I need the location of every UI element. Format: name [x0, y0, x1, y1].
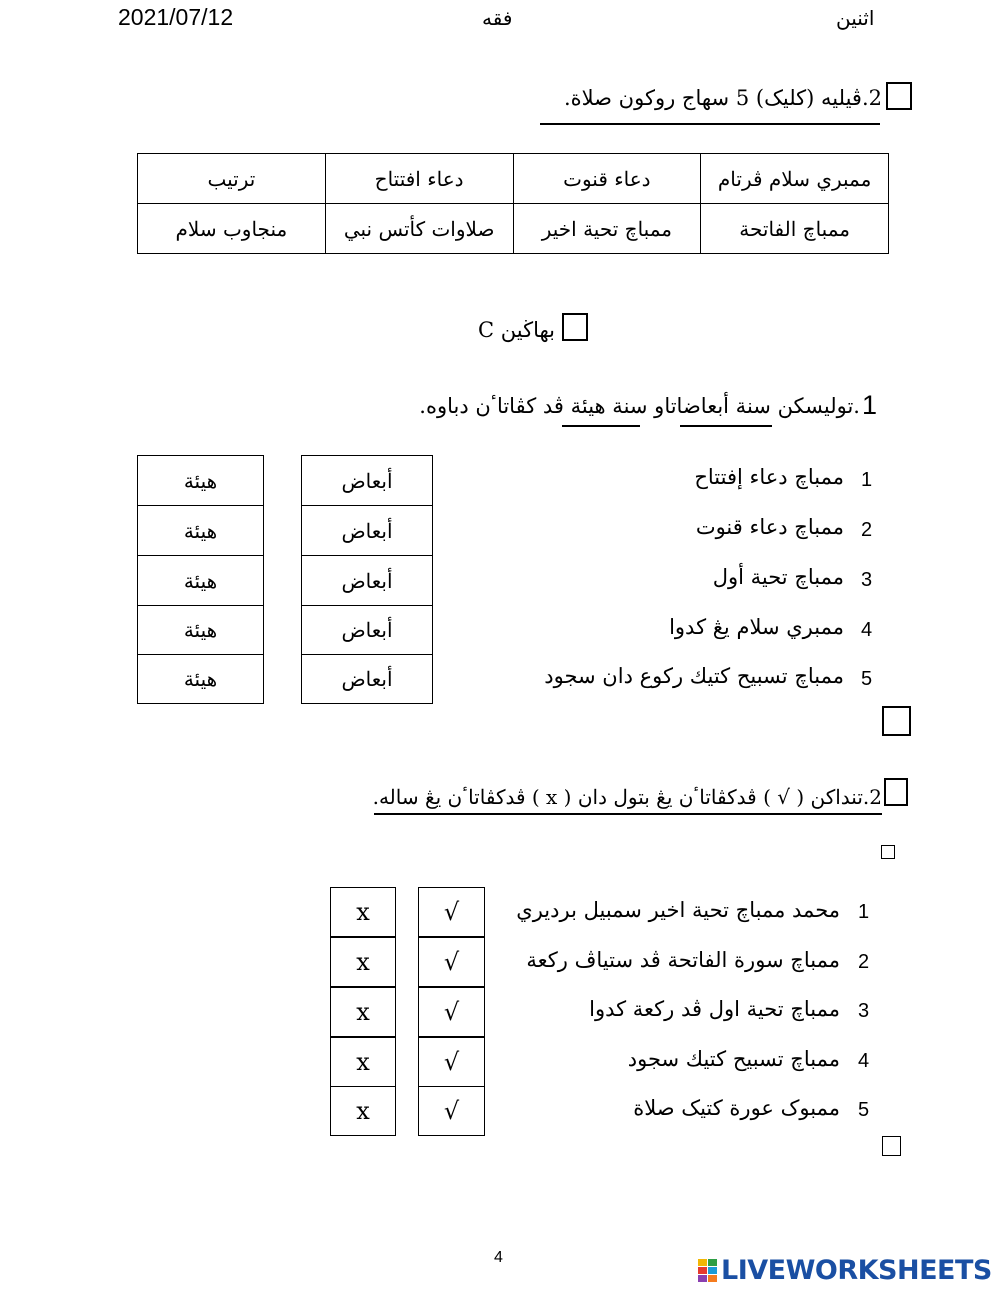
- word-bank-table: [137, 153, 889, 254]
- section-c-q1-title: [419, 394, 860, 418]
- option-abaad[interactable]: أبعاض: [301, 605, 433, 655]
- option-haiah[interactable]: هيئة: [137, 505, 264, 556]
- option-haiah[interactable]: هيئة: [137, 555, 264, 606]
- item-number: 1: [858, 901, 870, 923]
- liveworksheets-logo: [698, 1255, 992, 1286]
- item-text: ممباچ تحية اول ڤد ركعة كدوا: [589, 997, 840, 1021]
- checkbox-section-c[interactable]: [562, 313, 588, 341]
- question-number: 1: [862, 390, 878, 420]
- item-text: ممبوک عورة كتيک صلاة: [633, 1096, 840, 1120]
- option-abaad[interactable]: أبعاض: [301, 505, 433, 556]
- section-c-q2-title: 2.تنداكن ( √ ) ڤدكڤاتاٴن يڠ بتول دان ( x ) ڤدكڤاتاٴن يڠ ساله.: [372, 785, 882, 809]
- item-number: 4: [858, 1050, 870, 1072]
- small-checkbox[interactable]: [881, 845, 895, 859]
- item-text: ممباچ دعاء إفتتاح: [694, 465, 844, 489]
- cross-mark-option[interactable]: x: [330, 1086, 396, 1136]
- item-text: ممباچ سورة الفاتحة ڤد ستياڤ ركعة: [526, 948, 840, 972]
- page-number: 4: [494, 1249, 503, 1266]
- item-text: محمد ممباچ تحية اخير سمبيل برديري: [516, 898, 840, 922]
- item-text: ممبري سلام يڠ كدوا: [669, 615, 844, 639]
- cross-mark-option[interactable]: x: [330, 987, 396, 1037]
- word-cell[interactable]: ممباچ تحية اخير: [513, 204, 701, 254]
- header-day: اثنين: [836, 6, 875, 30]
- item-number: 3: [861, 569, 873, 591]
- word-cell[interactable]: منجاوب سلام: [138, 204, 326, 254]
- item-number: 5: [861, 668, 873, 690]
- item-number: 1: [861, 469, 873, 491]
- title-underline: [374, 813, 882, 815]
- cross-mark-option[interactable]: x: [330, 1037, 396, 1087]
- item-text: ممباچ تسبيح كتيك ركوع دان سجود: [544, 664, 844, 688]
- cross-mark-option[interactable]: x: [330, 937, 396, 987]
- option-haiah[interactable]: هيئة: [137, 455, 264, 506]
- item-number: 5: [858, 1099, 870, 1121]
- item-text: ممباچ تحية أول: [712, 565, 844, 589]
- check-mark-option[interactable]: √: [418, 1086, 485, 1136]
- term-underline: [562, 425, 640, 427]
- item-text: ممباچ دعاء قنوت: [695, 515, 844, 539]
- item-text: ممباچ تسبيح كتيك سجود: [627, 1047, 840, 1071]
- section-c-title: بهاڬين C: [478, 318, 555, 342]
- item-number: 4: [861, 619, 873, 641]
- item-number: 2: [861, 519, 873, 541]
- option-haiah[interactable]: هيئة: [137, 605, 264, 655]
- title-part: .توليسكن: [770, 394, 860, 418]
- word-cell[interactable]: دعاء افتتاح: [325, 154, 513, 204]
- brand-name: LIVEWORKSHEETS: [721, 1255, 992, 1286]
- option-haiah[interactable]: هيئة: [137, 654, 264, 704]
- title-part: ڤد كڤاتاٴن دباوه.: [419, 394, 571, 418]
- title-underlined-term: سنة هيئة: [570, 394, 648, 418]
- check-mark-option[interactable]: √: [418, 937, 485, 987]
- checkbox-c-q2-end[interactable]: [882, 1136, 901, 1156]
- option-abaad[interactable]: أبعاض: [301, 455, 433, 506]
- logo-blocks-icon: [698, 1259, 717, 1282]
- item-number: 3: [858, 1000, 870, 1022]
- header-subject: فقه: [482, 6, 513, 30]
- title-underlined-term: سنة أبعاض: [682, 394, 771, 418]
- word-cell[interactable]: ممبري سلام ڤرتام: [701, 154, 889, 204]
- checkbox-c-q1[interactable]: [882, 706, 911, 736]
- item-number: 2: [858, 951, 870, 973]
- checkbox-c-q2[interactable]: [884, 778, 908, 806]
- option-abaad[interactable]: أبعاض: [301, 555, 433, 606]
- option-abaad[interactable]: أبعاض: [301, 654, 433, 704]
- header-date: 2021/07/12: [118, 4, 234, 30]
- checkbox-b-q2[interactable]: [886, 82, 912, 110]
- section-b-q2-title: 2.ڤيليه (كليک) 5 سهاج روكون صلاة.: [563, 86, 882, 110]
- title-underline: [540, 123, 880, 125]
- check-mark-option[interactable]: √: [418, 987, 485, 1037]
- term-underline: [680, 425, 772, 427]
- check-mark-option[interactable]: √: [418, 1037, 485, 1087]
- cross-mark-option[interactable]: x: [330, 887, 396, 937]
- word-cell[interactable]: دعاء قنوت: [513, 154, 701, 204]
- word-cell[interactable]: ممباچ الفاتحة: [701, 204, 889, 254]
- word-cell[interactable]: ترتيب: [138, 154, 326, 204]
- word-cell[interactable]: صلاوات كأتس نبي: [325, 204, 513, 254]
- check-mark-option[interactable]: √: [418, 887, 485, 937]
- title-part: اتاو: [647, 394, 683, 418]
